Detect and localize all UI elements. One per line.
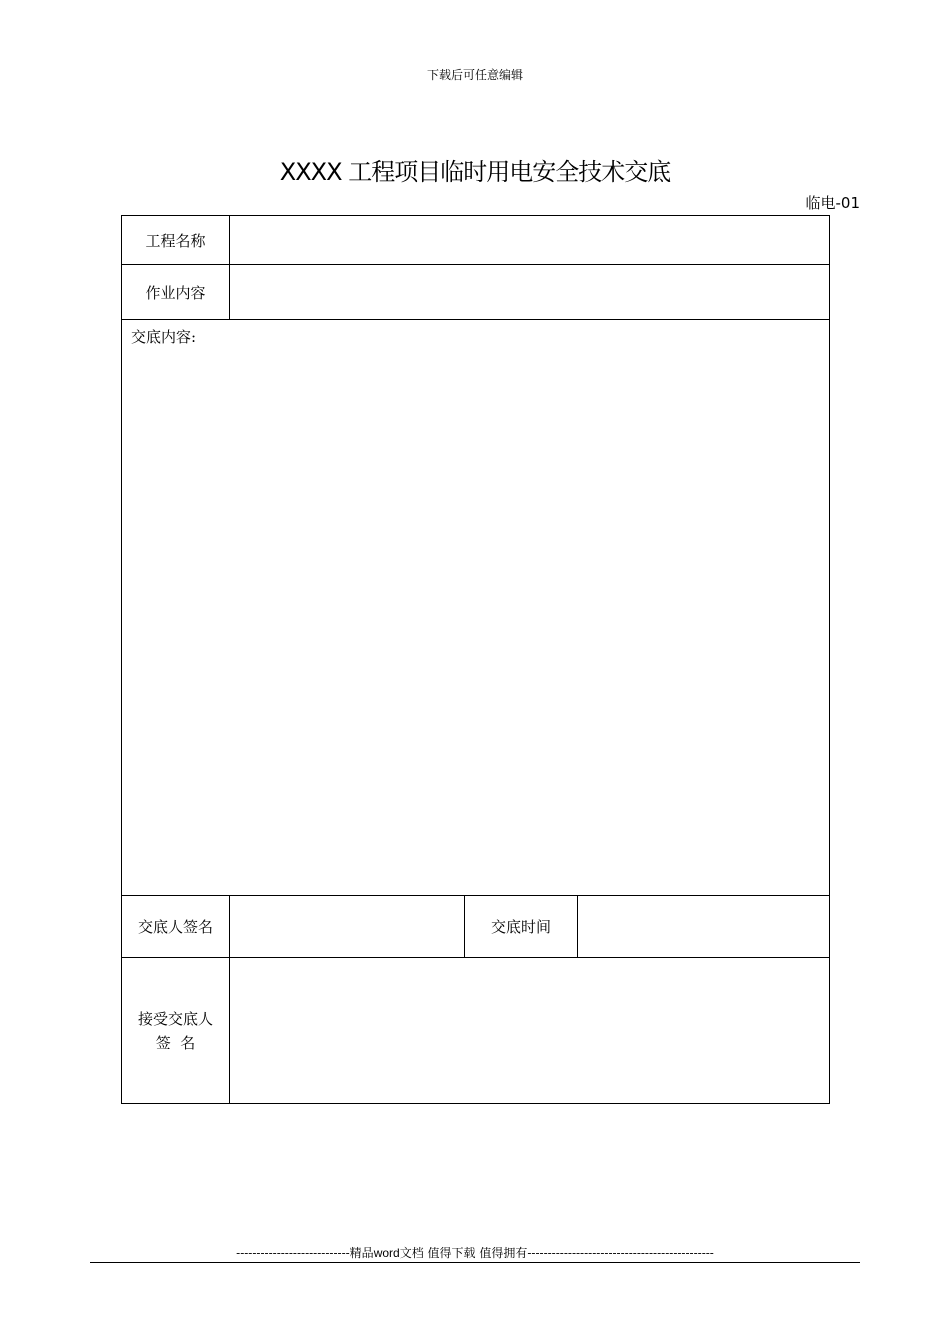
project-name-label: 工程名称 <box>122 216 230 265</box>
footer-left-dashes: ---------------------------- <box>236 1246 350 1260</box>
briefing-form-table <box>121 215 830 1104</box>
header-note: 下载后可任意编辑 <box>426 68 523 82</box>
footer-text-word: word <box>373 1246 400 1260</box>
briefer-signature-label: 交底人签名 <box>122 896 230 958</box>
document-title: XXXX 工程项目临时用电安全技术交底 <box>279 158 671 186</box>
footer-text-part1: 精品 <box>349 1246 374 1260</box>
briefing-content-row <box>122 320 830 896</box>
project-name-row <box>122 216 830 265</box>
footer-right-dashes: ---------------------------------------------- <box>527 1246 714 1260</box>
briefer-signature-field[interactable] <box>230 896 465 958</box>
form-code: 临电-01 <box>805 194 860 212</box>
recipient-signature-label-line2: 签 名 <box>155 1033 196 1052</box>
footer-text-part2: 文档 值得下载 值得拥有 <box>399 1246 528 1260</box>
recipient-row <box>122 958 830 1104</box>
work-content-field[interactable] <box>230 265 830 320</box>
briefing-time-field[interactable] <box>578 896 830 958</box>
work-content-row <box>122 265 830 320</box>
briefing-content-cell[interactable] <box>122 320 830 896</box>
project-name-field[interactable] <box>230 216 830 265</box>
footer-rule <box>90 1262 860 1263</box>
work-content-label: 作业内容 <box>122 265 230 320</box>
recipient-signature-field[interactable] <box>230 958 830 1104</box>
recipient-signature-label <box>122 958 230 1104</box>
footer-text <box>0 1244 950 1261</box>
briefing-time-label: 交底时间 <box>465 896 578 958</box>
briefer-row <box>122 896 830 958</box>
briefing-content-label: 交底内容: <box>131 328 197 346</box>
recipient-signature-label-line1: 接受交底人 <box>137 1009 213 1028</box>
